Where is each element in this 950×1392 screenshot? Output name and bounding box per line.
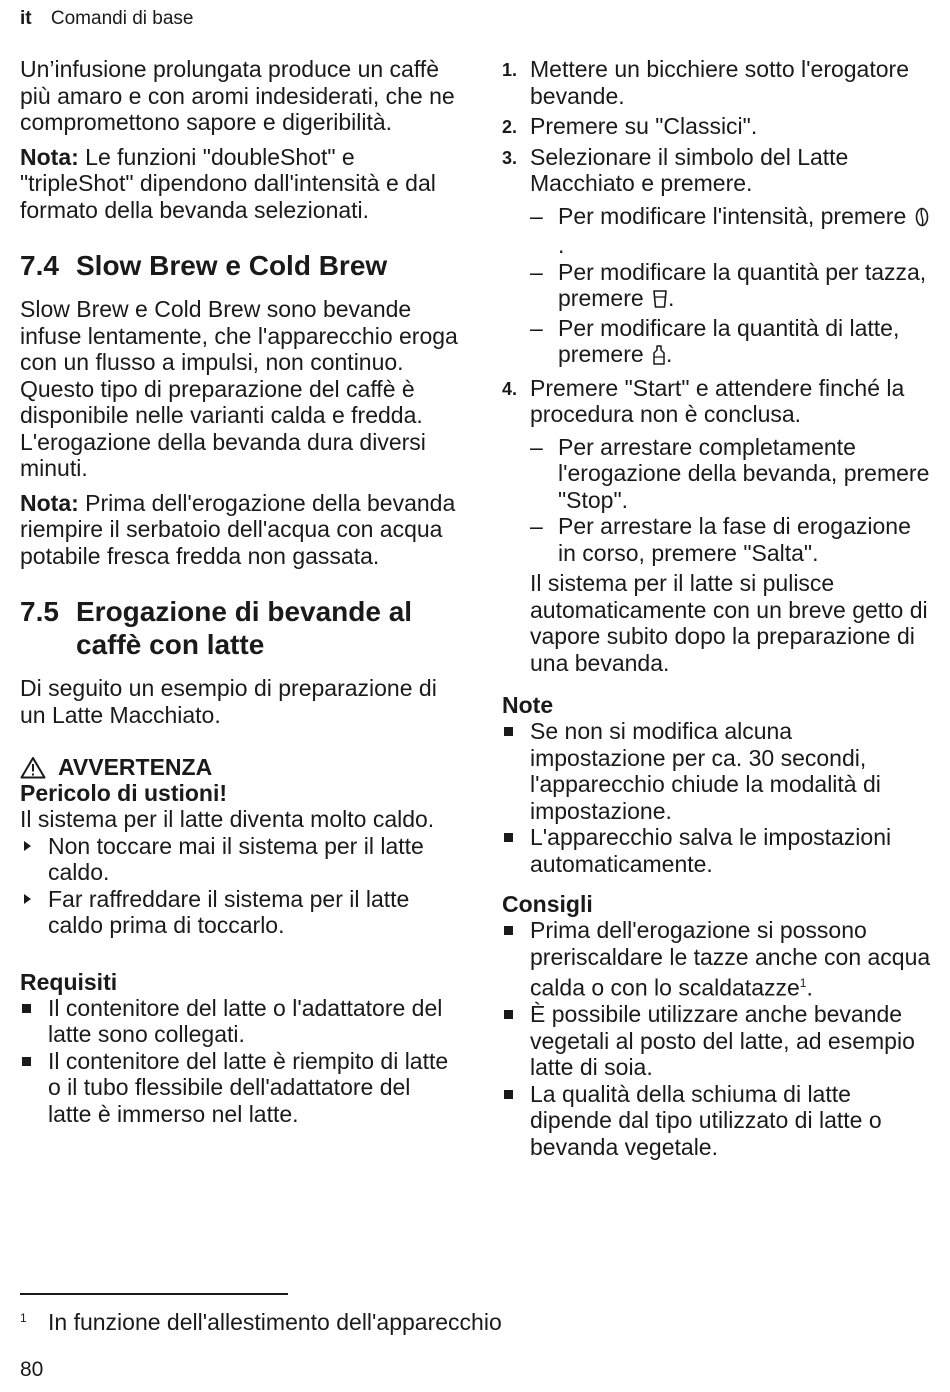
right-column (502, 56, 932, 1160)
page-header (20, 8, 193, 30)
list-item: È possibile utilizzare anche bevande vegetali al posto del latte, ad esempio latte di soia. (502, 1001, 932, 1081)
warning-list (20, 833, 460, 939)
steps-list (502, 56, 932, 676)
warning-text: Il sistema per il latte diventa molto caldo. (20, 806, 435, 832)
sub-step-item: – Per modificare l'intensità, premere . (502, 203, 932, 259)
step-text: Premere su "Classici". (530, 113, 758, 139)
step-result-text: Il sistema per il latte si pulisce automaticamente con un breve getto di vapore subito dopo la preparazione di una bevanda. (530, 570, 928, 676)
footnote-text: In funzione dell'allestimento dell'apparecchio (48, 1309, 502, 1335)
warning-title: Pericolo di ustioni! (20, 780, 228, 806)
warning-label: AVVERTENZA (58, 754, 213, 780)
sub-step-item: – Per arrestare la fase di erogazione in corso, premere "Salta". (502, 513, 932, 566)
list-item: L'apparecchio salva le impostazioni automaticamente. (502, 824, 932, 877)
step-number: 1. (502, 60, 518, 80)
page-number: 80 (20, 1358, 44, 1381)
list-item: Non toccare mai il sistema per il latte caldo. (20, 833, 460, 886)
requirements-heading: Requisiti (20, 968, 118, 995)
milk-bottle-icon (652, 344, 666, 371)
list-item: Il contenitore del latte è riempito di latte o il tubo flessibile dell'adattatore del latte è immerso nel latte. (20, 1048, 460, 1128)
step-number: 2. (502, 117, 518, 137)
footnote-mark: 1 (20, 1311, 27, 1325)
note-paragraph (20, 144, 460, 224)
cup-icon (652, 288, 668, 315)
section-name: Comandi di base (50, 8, 194, 29)
step-item (502, 144, 932, 371)
section-title: Slow Brew e Cold Brew (76, 250, 388, 281)
sub-steps (502, 203, 932, 371)
warning-heading (20, 754, 460, 780)
sub-step-item: – Per arrestare completamente l'erogazione della bevanda, premere "Stop". (502, 434, 932, 514)
step-item (502, 375, 932, 677)
list-item: Prima dell'erogazione si possono preriscaldare le tazze anche con acqua calda o con lo scaldatazze$^1$. (502, 917, 932, 1001)
sub-steps (502, 434, 932, 567)
note-text: Le funzioni "doubleShot" e "tripleShot" dipendono dall'intensità e dal formato della bevanda selezionati. (20, 143, 436, 223)
note-label: Nota: (20, 489, 79, 516)
footnote-divider (20, 1293, 288, 1295)
sub-step-item: – Per modificare la quantità per tazza, premere . (502, 259, 932, 315)
list-item: Far raffreddare il sistema per il latte caldo prima di toccarlo. (20, 886, 460, 939)
latte-intro-paragraph: Di seguito un esempio di preparazione di un Latte Macchiato. (20, 675, 437, 728)
section-heading-7-4 (20, 249, 460, 282)
notes-list (502, 718, 932, 877)
intro-paragraph: Un’infusione prolungata produce un caffè più amaro e con aromi indesiderati, che ne compromettono sapore e digeribilità. (20, 56, 455, 135)
left-column (20, 56, 460, 1127)
note-text: Prima dell'erogazione della bevanda riempire il serbatoio dell'acqua con acqua potabile fresca fredda non gassata. (20, 489, 456, 569)
step-number: 3. (502, 147, 518, 168)
warning-triangle-icon (20, 756, 46, 779)
list-item: La qualità della schiuma di latte dipende dal tipo utilizzato di latte o bevanda vegetale. (502, 1081, 932, 1161)
step-text: Selezionare il simbolo del Latte Macchiato e premere. (530, 143, 849, 196)
tips-list (502, 917, 932, 1160)
note-label: Nota: (20, 143, 79, 170)
step-text: Mettere un bicchiere sotto l'erogatore bevande. (530, 56, 909, 109)
list-item: Il contenitore del latte o l'adattatore del latte sono collegati. (20, 995, 460, 1048)
language-code: it (20, 8, 32, 29)
step-text: Premere "Start" e attendere finché la procedura non è conclusa. (530, 374, 905, 427)
notes-heading: Note (502, 692, 554, 718)
coffee-bean-icon (915, 206, 929, 233)
step-item (502, 113, 932, 140)
step-item (502, 56, 932, 109)
footnote-ref: 1 (799, 976, 807, 990)
list-item: Se non si modifica alcuna impostazione per ca. 30 secondi, l'apparecchio chiude la modalità di impostazione. (502, 718, 932, 824)
section-title: Erogazione di bevande al caffè con latte (76, 596, 413, 660)
footnote (20, 1308, 502, 1336)
section-number: 7.4 (20, 250, 59, 281)
note-paragraph (20, 490, 460, 570)
step-number: 4. (502, 378, 518, 399)
tips-heading: Consigli (502, 891, 593, 917)
sub-step-item: – Per modificare la quantità di latte, premere . (502, 315, 932, 371)
section-number: 7.5 (20, 596, 59, 627)
requirements-list (20, 995, 460, 1128)
slow-brew-paragraph: Slow Brew e Cold Brew sono bevande infuse lentamente, che l'apparecchio eroga con un flusso a impulsi, non continuo. Questo tipo di preparazione del caffè è disponibile nelle varianti calda e fredda. L'erogazione della bevanda dura diversi minuti. (20, 296, 458, 481)
section-heading-7-5 (20, 595, 460, 661)
